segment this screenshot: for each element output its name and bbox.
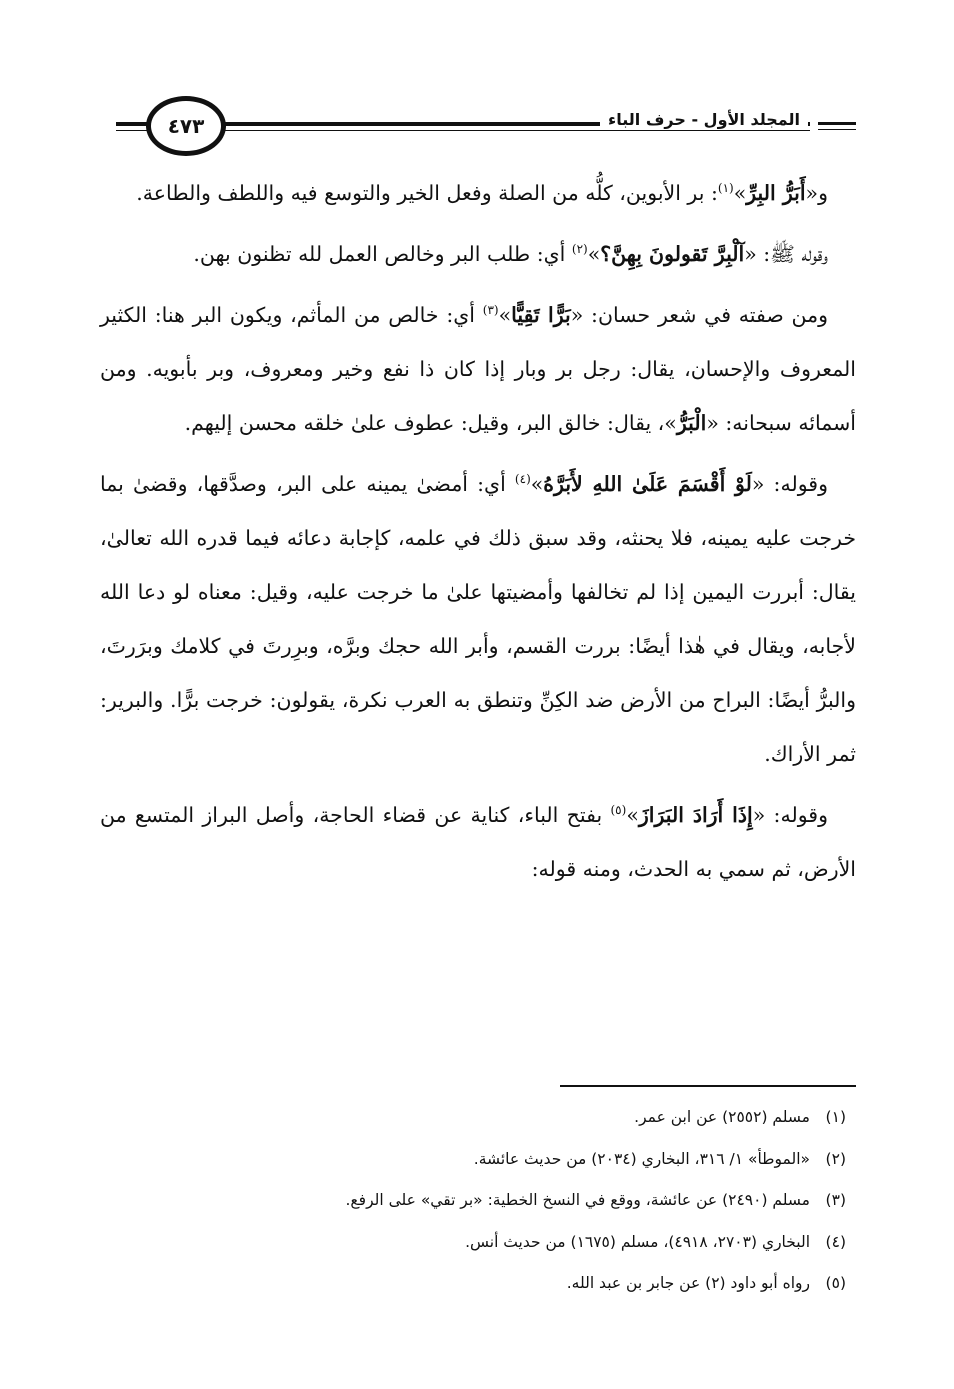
footnote — [100, 1263, 856, 1305]
header-rule — [818, 129, 856, 130]
footnote-ref[interactable]: (٥) — [610, 803, 627, 818]
footnote-number: (٢) — [825, 1149, 846, 1168]
footnote — [100, 1222, 856, 1264]
footnote-number: (١) — [825, 1108, 846, 1126]
paragraph-text: »، يقال: خالق البر، وقيل: عطوف علىٰ خلقه محسن إليهم. — [184, 411, 677, 435]
page-header — [0, 0, 954, 190]
footnote-ref[interactable]: (٤) — [514, 472, 531, 487]
footnote — [100, 1139, 856, 1181]
footnote-ref[interactable]: (٢) — [571, 242, 588, 257]
footnote-number: (٣) — [825, 1191, 846, 1209]
quoted-term: لَوْ أَقْسَمَ عَلَىٰ اللهِ لأَبَرَّهُ — [543, 472, 752, 496]
footnote — [100, 1097, 856, 1139]
paragraph — [100, 227, 856, 281]
footnote-text: رواه أبو داود (٢) عن جابر بن عبد الله. — [566, 1274, 810, 1292]
paragraph — [100, 288, 856, 450]
paragraph-lead: ومن صفته في شعر حسان: « — [570, 303, 828, 327]
quote-close: » — [498, 303, 512, 327]
quoted-term: آلْبِرَّ تَقولونَ بِهِنَّ؟ — [600, 242, 745, 266]
running-head: المجلد الأول - حرف الباء — [600, 110, 808, 129]
quote-close: » — [530, 472, 544, 496]
header-rule — [222, 130, 810, 131]
quoted-term: الْبَرُّ — [676, 411, 707, 435]
footnote-text: البخاري (٢٧٠٣، ٤٩١٨)، مسلم (١٦٧٥) من حديث أنس. — [465, 1232, 810, 1251]
paragraph-lead: وقوله: « — [751, 472, 828, 496]
page-number: ٤٧٣ — [167, 114, 205, 138]
paragraph-lead: و« — [805, 181, 828, 205]
footnote-ref[interactable]: (١) — [717, 181, 734, 196]
footnotes — [100, 1097, 856, 1305]
paragraph-text: : بر الأبوين، كلُّه من الصلة وفعل الخير والتوسع فيه واللطف والطاعة. — [136, 181, 718, 205]
paragraph — [100, 788, 856, 896]
footnote-text: «الموطأ» ١/ ٣١٦، البخاري (٢٠٣٤) من حديث عائشة. — [473, 1149, 810, 1168]
footnote-text: مسلم (٢٤٩٠) عن عائشة، ووقع في النسخ الخطية: «بر تقي» على الرفع. — [345, 1191, 810, 1209]
footnote-text: مسلم (٢٥٥٢) عن ابن عمر. — [634, 1108, 810, 1126]
paragraph-lead: وقوله ﷺ: « — [744, 242, 828, 266]
quote-close: » — [733, 181, 747, 205]
paragraph-lead: وقوله: « — [752, 803, 828, 827]
main-text — [100, 166, 856, 903]
header-rule — [818, 122, 856, 125]
footnote-separator — [560, 1085, 856, 1087]
page-number-oval — [146, 96, 226, 156]
paragraph — [100, 457, 856, 781]
quote-close: » — [626, 803, 639, 827]
paragraph-text: أي: أمضىٰ يمينه على البر، وصدَّقها، وقضىٰ بما خرجت عليه يمينه، فلا يحنثه، وقد سبق ذلك في علمه، كإجابة دعائه فيما قدره الله تعالىٰ، يقال: أبررت اليمين إذا لم تخالفها وأمضيتها علىٰ ما خرجت عليه، وقيل: معناه لو دعا الله لأجابه، ويقال في هٰذا أيضًا: بررت القسم، وأبر الله حجك وبرَّه، وبرِرتَ في كلامك وبرَرتَ، والبرُّ أيضًا: البراح من الأرض ضد الكِنِّ وتنطق به العرب نكرة، يقولون: خرجت برًّا. والبرير: ثمر الأراك. — [100, 472, 856, 766]
quoted-term: أَبَرُّ البِرِّ — [746, 181, 806, 205]
paragraph-text: بفتح الباء، كناية عن قضاء الحاجة، وأصل البراز المتسع من الأرض، ثم سمي به الحدث، ومنه قوله: — [100, 803, 856, 881]
footnote-number: (٥) — [825, 1274, 846, 1292]
paragraph-text: أي: طلب البر وخالص العمل لله تظنون بهن. — [193, 242, 572, 266]
footnote-ref[interactable]: (٣) — [482, 303, 499, 318]
quoted-term: إِذَا أَرَادَ البَرَازَ — [638, 803, 753, 827]
quoted-term: بَرًّا تَقِيًّا — [511, 303, 571, 327]
footnote — [100, 1180, 856, 1222]
quote-close: » — [587, 242, 601, 266]
paragraph — [100, 166, 856, 220]
paragraph-text: أي: خالص من المأثم، ويكون البر هنا: الكثير المعروف والإحسان، يقال: رجل بر وبار إذا كان ذا نفع وخير ومعروف، وبر بأبويه. ومن أسمائه سبحانه: « — [100, 303, 856, 435]
footnote-number: (٤) — [825, 1232, 846, 1251]
